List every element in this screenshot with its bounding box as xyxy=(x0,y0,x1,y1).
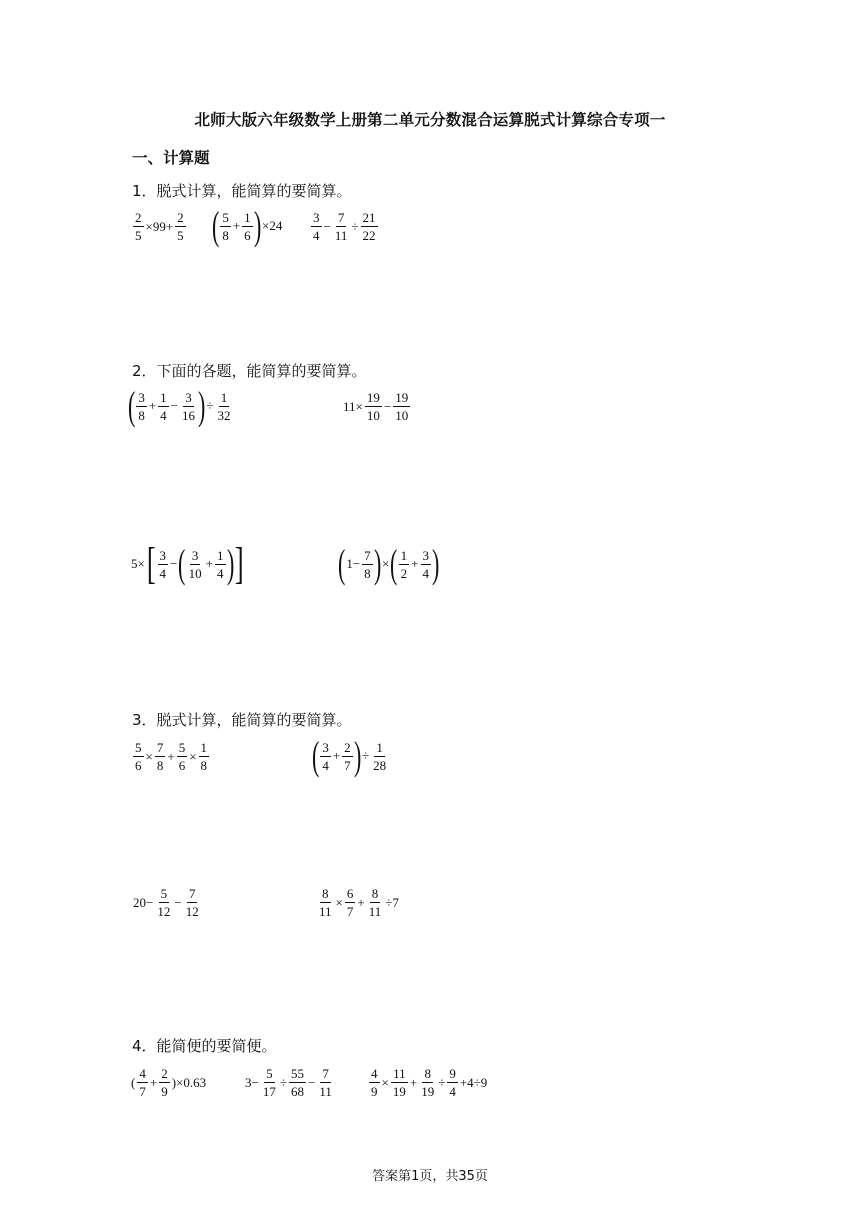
expression-q2a: ( $\frac{3}{8}$ + $\frac{1}{4}$ − $\frac{3}{16}$ ) ÷ $\frac{1}{32}$ xyxy=(127,383,231,428)
question-3-label: 3．脱式计算，能简算的要简算。 xyxy=(132,711,352,729)
fraction: $\frac{5}{8}$ xyxy=(222,209,229,243)
fraction: $\frac{2}{5}$ xyxy=(177,210,184,243)
fraction: $\frac{8}{11}$ xyxy=(368,886,382,919)
fraction: $\frac{21}{22}$ xyxy=(362,210,376,243)
fraction: $\frac{2}{7}$ xyxy=(344,739,351,773)
expression-q4a: ( $\frac{4}{7}$ + $\frac{2}{9}$ )×0.63 xyxy=(131,1066,207,1099)
expression-q2c: 5× [ $\frac{3}{4}$ − ( $\frac{3}{10}$ + $\frac{1}{4}$ ) ] xyxy=(131,539,244,588)
fraction: $\frac{3}{4}$ xyxy=(422,547,430,581)
fraction: $\frac{5}{6}$ xyxy=(135,740,142,773)
fraction: $\frac{6}{7}$ xyxy=(346,886,354,919)
fraction: $\frac{4}{7}$ xyxy=(139,1066,146,1099)
question-2-label: 2．下面的各题，能简算的要简算。 xyxy=(132,362,367,380)
expression-q2d: ( 1− $\frac{7}{8}$ ) × ( $\frac{1}{2}$ + $\frac{3}{4}$ ) xyxy=(337,541,440,586)
fraction: $\frac{8}{19}$ xyxy=(421,1066,435,1099)
fraction: $\frac{2}{9}$ xyxy=(161,1066,168,1099)
fraction: $\frac{19}{10}$ xyxy=(395,390,409,423)
expression-q4b: 3− $\frac{5}{17}$ ÷ $\frac{55}{68}$ − $\frac{7}{11}$ xyxy=(245,1066,332,1099)
fraction: $\frac{1}{2}$ xyxy=(400,547,408,581)
expression-q3b: ( $\frac{3}{4}$ + $\frac{2}{7}$ ) ÷ $\frac{1}{28}$ xyxy=(311,733,387,778)
expression-q1c: $\frac{3}{4}$ − $\frac{7}{11}$ ÷ $\frac{21}{22}$ xyxy=(313,210,376,243)
expression-q3a: $\frac{5}{6}$ × $\frac{7}{8}$ + $\frac{5}{6}$ × $\frac{1}{8}$ xyxy=(135,740,208,773)
fraction: $\frac{7}{8}$ xyxy=(156,740,164,773)
fraction: $\frac{11}{19}$ xyxy=(392,1066,406,1099)
expression-q3d: $\frac{8}{11}$ × $\frac{6}{7}$ + $\frac{8}{11}$ ÷7 xyxy=(319,886,399,919)
fraction: $\frac{3}{4}$ xyxy=(322,739,329,773)
fraction: $\frac{7}{11}$ xyxy=(334,210,348,243)
expression-q3c: 20− $\frac{5}{12}$ − $\frac{7}{12}$ xyxy=(133,886,199,919)
expression-q1b: ( $\frac{5}{8}$ + $\frac{1}{6}$ ) ×24 xyxy=(211,203,283,248)
page-footer: 答案第1页，共35页 xyxy=(372,1169,488,1184)
fraction: $\frac{55}{68}$ xyxy=(290,1066,304,1099)
fraction: $\frac{8}{11}$ xyxy=(319,886,332,919)
fraction: $\frac{3}{4}$ xyxy=(159,547,166,581)
question-4-label: 4．能简便的要简便。 xyxy=(132,1037,277,1055)
fraction: $\frac{7}{8}$ xyxy=(364,547,371,581)
fraction: $\frac{1}{28}$ xyxy=(373,739,387,773)
question-1-label: 1．脱式计算，能简算的要简算。 xyxy=(132,182,352,200)
fraction: $\frac{7}{11}$ xyxy=(319,1066,332,1099)
section-heading: 一、计算题 xyxy=(132,149,210,167)
fraction: $\frac{9}{4}$ xyxy=(449,1066,456,1099)
fraction: $\frac{1}{4}$ xyxy=(160,389,167,423)
page-title: 北师大版六年级数学上册第二单元分数混合运算脱式计算综合专项一 xyxy=(194,111,666,129)
fraction: $\frac{5}{12}$ xyxy=(157,886,171,919)
fraction: $\frac{2}{5}$ xyxy=(135,210,142,243)
fraction: $\frac{3}{10}$ xyxy=(188,547,202,581)
fraction: $\frac{1}{6}$ xyxy=(244,209,251,243)
expression-q4c: $\frac{4}{9}$ × $\frac{11}{19}$ + $\frac{8}{19}$ ÷ $\frac{9}{4}$ +4÷9 xyxy=(371,1066,488,1099)
fraction: $\frac{3}{8}$ xyxy=(138,389,145,423)
fraction: $\frac{1}{32}$ xyxy=(217,389,231,423)
fraction: $\frac{3}{16}$ xyxy=(182,389,196,423)
fraction: $\frac{7}{12}$ xyxy=(185,886,199,919)
fraction: $\frac{19}{10}$ xyxy=(366,390,380,423)
expression-q2b: 11× $\frac{19}{10}$ − $\frac{19}{10}$ xyxy=(343,390,409,423)
fraction: $\frac{3}{4}$ xyxy=(313,210,320,243)
fraction: $\frac{5}{17}$ xyxy=(262,1066,276,1099)
fraction: $\frac{5}{6}$ xyxy=(178,740,186,773)
fraction: $\frac{4}{9}$ xyxy=(371,1066,378,1099)
expression-q1a: $\frac{2}{5}$ ×99+ $\frac{2}{5}$ xyxy=(135,210,184,243)
fraction: $\frac{1}{4}$ xyxy=(217,547,224,581)
fraction: $\frac{1}{8}$ xyxy=(200,740,208,773)
